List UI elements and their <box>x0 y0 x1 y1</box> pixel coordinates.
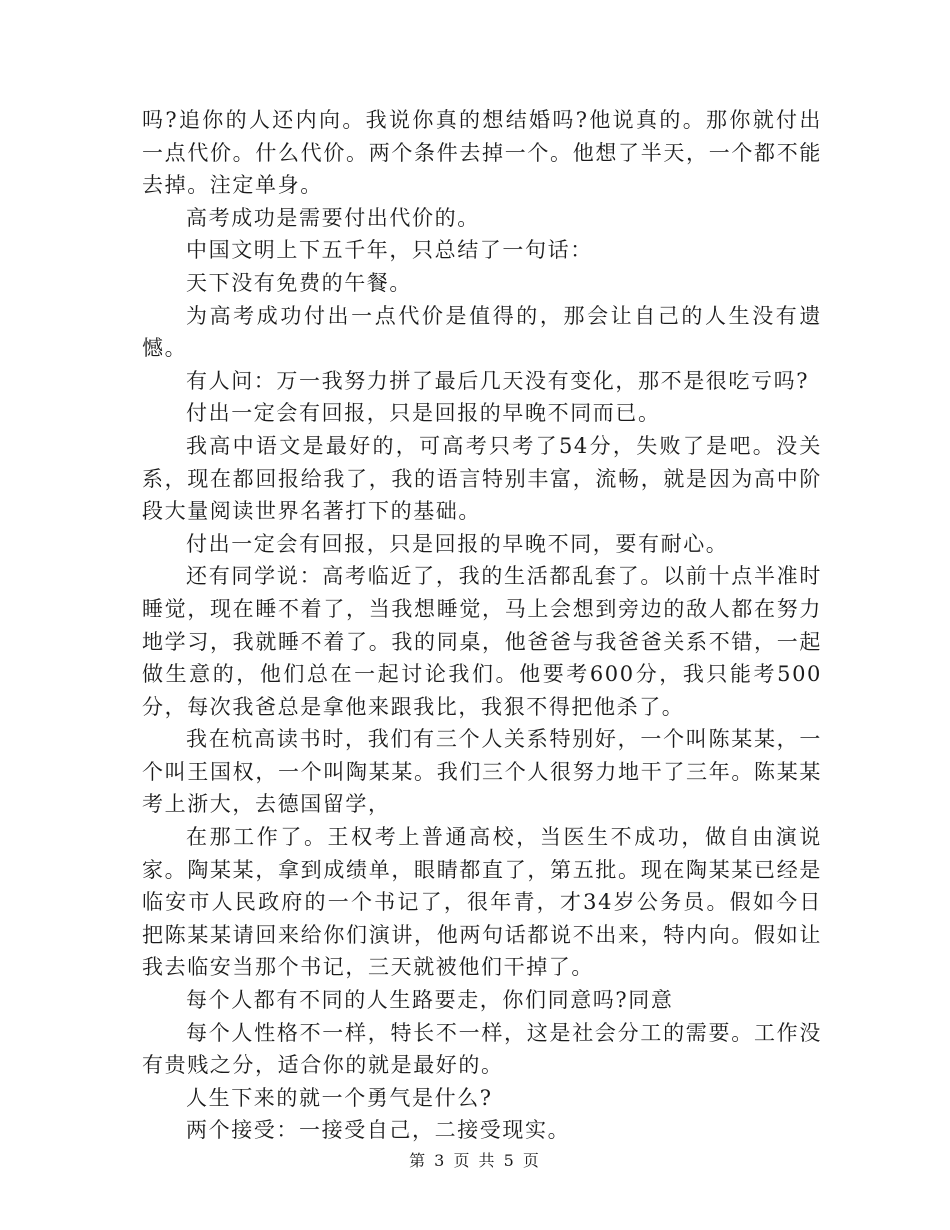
document-body <box>142 104 822 1147</box>
paragraph: 为高考成功付出一点代价是值得的，那会让自己的人生没有遗憾。 <box>142 303 822 361</box>
paragraph: 付出一定会有回报，只是回报的早晚不同，要有耐心。 <box>186 531 729 556</box>
paragraph: 吗?追你的人还内向。我说你真的想结婚吗?他说真的。那你就付出一点代价。什么代价。两个条件去掉一个。他想了半天，一个都不能去掉。注定单身。 <box>142 108 822 198</box>
paragraph: 有人问：万一我努力拼了最后几天没有变化，那不是很吃亏吗? <box>186 368 810 393</box>
paragraph: 人生下来的就一个勇气是什么? <box>186 1085 493 1110</box>
paragraph: 每个人性格不一样，特长不一样，这是社会分工的需要。工作没有贵贱之分，适合你的就是最好的。 <box>142 1020 822 1078</box>
paragraph: 每个人都有不同的人生路要走，你们同意吗?同意 <box>186 988 674 1013</box>
paragraph: 我高中语文是最好的，可高考只考了54分，失败了是吧。没关系，现在都回报给我了，我的语言特别丰富，流畅，就是因为高中阶段大量阅读世界名著打下的基础。 <box>142 433 822 524</box>
paragraph: 天下没有免费的午餐。 <box>186 270 412 295</box>
paragraph: 在那工作了。王权考上普通高校，当医生不成功，做自由演说家。陶某某，拿到成绩单，眼睛都直了，第五批。现在陶某某已经是临安市人民政府的一个书记了，很年青，才34岁公务员。假如今日把陈某某请回来给你们演讲，他两句话都说不出来，特内向。假如让我去临安当那个书记，三天就被他们干掉了。 <box>142 825 822 980</box>
paragraph: 还有同学说：高考临近了，我的生活都乱套了。以前十点半准时睡觉，现在睡不着了，当我想睡觉，马上会想到旁边的敌人都在努力地学习，我就睡不着了。我的同桌，他爸爸与我爸爸关系不错，一起做生意的，他们总在一起讨论我们。他要考600分，我只能考500分，每次我爸总是拿他来跟我比，我狠不得把他杀了。 <box>142 564 822 719</box>
paragraph: 中国文明上下五千年，只总结了一句话： <box>186 238 593 263</box>
paragraph: 高考成功是需要付出代价的。 <box>186 205 480 230</box>
page-footer: 第 3 页 共 5 页 <box>409 1151 541 1170</box>
paragraph: 我在杭高读书时，我们有三个人关系特别好，一个叫陈某某，一个叫王国权，一个叫陶某某。我们三个人很努力地干了三年。陈某某考上浙大，去德国留学， <box>142 727 822 817</box>
paragraph: 付出一定会有回报，只是回报的早晚不同而已。 <box>186 401 661 426</box>
paragraph: 两个接受：一接受自己，二接受现实。 <box>186 1118 571 1143</box>
